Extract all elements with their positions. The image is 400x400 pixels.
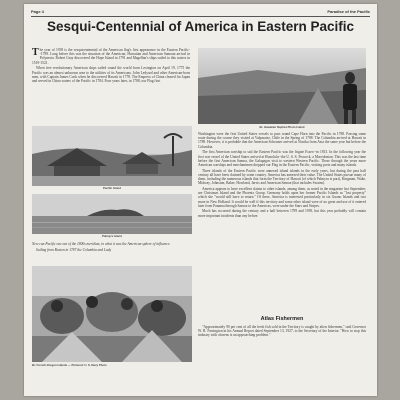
- right-column-text: [198, 132, 366, 314]
- left-continued-paragraph: New can Pacific one out of the 1800s meridian, in what it was the American sphere of influence.: [32, 242, 171, 246]
- beach-huts-image: [32, 126, 192, 186]
- island-image: [32, 194, 192, 234]
- right-paragraph: America appears to have excellent claims to other islands, among them, as noted in the magazine last September, are Christmas Island and the Phoenix Group. Germany holds upon her former Pacific Islands as "lost property" which she "would still have to return." Of these, America is interested particularly in six Guano Islands and two more in New Holland. It would be well if this territory and some other island were of no great and use of it entered later from Panama through Samoa to the Americas, were under the Stars and Stripes.: [198, 186, 366, 208]
- intro-paragraph: The year of 1939 is the sesquicentennial of the American flag's first appearance in the Eastern Pacific--1789. Long before this was the situation of the American, Hawaiian and American Samoan arrival in Polynesia. Robert Gray discovered the Hope Island in 1791 and Magellan's ships sailed to this waters in 1519-1521.: [32, 48, 190, 65]
- left-column-intro: [32, 48, 190, 118]
- right-paragraph: Washington were the first United States vessels to pass round Cape Horn into the Pacific in 1788. Passing same route during the course they visited at Valparaiso, Chile in the Spring of 1788. The Columbia arrived at Hawaii in 1789. However, it is probable that the American Schooner arrived at Nootka from Asia the same year but before the Columbia.: [198, 132, 366, 149]
- beach-huts-photo: [32, 126, 192, 186]
- left-continued-paragraph: Sailing from Boston in 1787 the Columbia and Lady: [36, 247, 112, 252]
- publication-name: Paradise of the Pacific: [327, 9, 370, 14]
- right-paragraph: Much has occurred during the century and a half between 1789 and 1939, but this year probably will contain more important incidents than any before.: [198, 209, 366, 218]
- magazine-page: [24, 4, 377, 396]
- section-paragraph: "Approximately 90 per cent of all the fresh fish sold in the Territory is caught by alien fishermen," said Governor W. R. Farrington in his Annual Report dated September 13, 1927, to the Secretary of the Interior. "How to stop this industry with citizens is an approaching problem.": [198, 325, 366, 338]
- page-number: Page 4: [31, 9, 44, 14]
- village-image: [32, 266, 192, 362]
- section-heading: Atlas Fishermen: [260, 316, 304, 322]
- section-text: [198, 325, 366, 375]
- drop-cap: T: [32, 48, 39, 58]
- woman-photo-caption: Br. Hawaiian Replica Photo Island: [259, 125, 305, 129]
- left-column-continued: [32, 242, 192, 262]
- right-paragraph: Three islands of the Eastern Pacific were annexed island islands in the early years, but during the past half century all have been claimed by some country. America has annexed their value. The United States pursue many of them, including the numerous islands that form the Territory of Hawaii (of which Palmyra is part), Kingman, Wake, Midway, Johnston, Baker, Howland, Jarvis and American Samoa (that includes Swains).: [198, 168, 366, 186]
- right-paragraph: The first American warship to sail the Eastern Pacific was the frigate Essex--in 1813. In the following year the first war vessel of the United States arrived at Honolulu--the U. S. S. Peacock, a Macedonian. This was the last time before the first American Samoa, the Galapagos visit to western Western Pacific. These through the years more American warships and merchantmen dropped our Flag in the Eastern Pacific, visiting ports and many islands.: [198, 150, 366, 167]
- village-photo: [32, 266, 192, 362]
- village-photo-caption: Br. French-Oregon Islands — Pictured: U. S. Navy Photo: [32, 363, 107, 367]
- woman-shore-photo: [198, 48, 366, 124]
- beach-photo-caption: Pacific Island: [103, 186, 121, 190]
- header-rule: [31, 16, 370, 17]
- woman-shore-image: [198, 48, 366, 124]
- left-paragraph: When free revolutionary American ships sailed round the world from Lexington on April 19, 1775 the Pacific was an almost unknown area to the utilities of its Americans. John Ledyard and other American-born men, with Captain James Cook when he discovered Hawaii in 1778. The Empress of China cleared for Japan and served in China waters of the Pacific in 1784. Four years later, in 1788, our Flag first: [32, 66, 190, 83]
- article-title: Sesqui-Centennial of America in Eastern Pacific: [46, 19, 355, 34]
- island-photo: [32, 194, 192, 234]
- island-photo-caption: Palmyra Island: [102, 234, 122, 238]
